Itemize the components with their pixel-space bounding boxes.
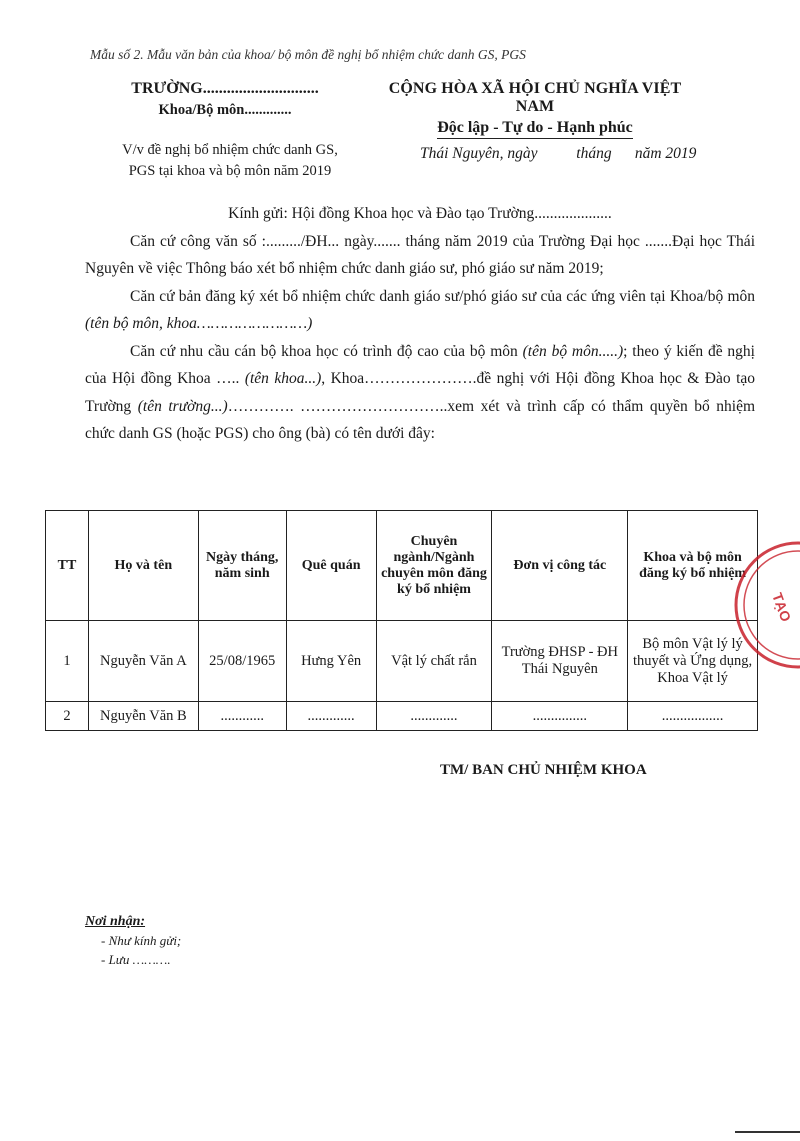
paragraph-2-italic: (tên bộ môn, khoa……………………) (85, 315, 313, 332)
p3-italic-b: (tên bộ môn.....) (522, 342, 624, 360)
nation-title: CỘNG HÒA XÃ HỘI CHỦ NGHĨA VIỆT NAM (388, 80, 682, 115)
recipient-item: - Như kính gửi; (101, 933, 182, 948)
subject-line-1: V/v đề nghị bổ nhiệm chức danh GS, (122, 142, 338, 158)
subject-line-2: PGS tại khoa và bộ môn năm 2019 (128, 163, 332, 179)
table-cell: 2 (46, 702, 89, 731)
header-cell: Ngày tháng, năm sinh (198, 511, 286, 621)
table-cell: Vật lý chất rắn (376, 621, 492, 702)
subject-line (80, 140, 380, 182)
table-header-row (46, 511, 758, 621)
table-cell: ................. (628, 702, 758, 731)
p3-italic-f: (tên trường...) (137, 397, 228, 415)
salutation: Kính gửi: Hội đồng Khoa học và Đào tạo Trường.................... (228, 205, 612, 222)
table-cell: Trường ĐHSP - ĐH Thái Nguyên (492, 621, 628, 702)
national-heading (370, 80, 700, 139)
table-cell: ............. (286, 702, 376, 731)
candidate-table (45, 510, 758, 731)
p3-text-a: Căn cứ nhu cầu cán bộ khoa học có trình độ cao của bộ môn (130, 342, 523, 360)
issuer-block (80, 80, 370, 119)
recipients-block (85, 912, 181, 969)
table-cell: ............ (198, 702, 286, 731)
table-cell: ............... (492, 702, 628, 731)
table-cell: Nguyễn Văn B (88, 702, 198, 731)
school-name: TRƯỜNG............................. (131, 80, 319, 97)
department-name: Khoa/Bộ môn............. (158, 102, 292, 118)
table-cell: Bộ môn Vật lý lý thuyết và Ứng dụng, Khoa Vật lý (628, 621, 758, 702)
stamp-text: TẠO (769, 590, 795, 624)
header-cell: TT (46, 511, 89, 621)
header-cell: Họ và tên (88, 511, 198, 621)
form-number: Mẫu số 2. Mẫu văn bản của khoa/ bộ môn đề nghị bổ nhiệm chức danh GS, PGS (90, 47, 526, 62)
header-cell: Quê quán (286, 511, 376, 621)
p3-italic-d: (tên khoa...) (244, 370, 322, 387)
p3-text-g: …………. ………………………..xem xét và trình cấp có thẩm quyền bổ nhiệm chức danh GS (hoặc PGS) cho ông (bà) có tên dưới đây: (85, 397, 756, 442)
letter-body (85, 200, 755, 448)
recipients-title: Nơi nhận: (85, 914, 146, 929)
table-row (46, 702, 758, 731)
table-cell: 1 (46, 621, 89, 702)
paragraph-3 (85, 338, 755, 448)
paragraph-2-text: Căn cứ bản đăng ký xét bổ nhiệm chức danh giáo sư/phó giáo sư của các ứng viên tại Khoa/bộ môn (130, 287, 755, 305)
table-cell: Hưng Yên (286, 621, 376, 702)
red-stamp-seal (728, 535, 800, 675)
paragraph-2 (85, 283, 755, 338)
nation-motto: Độc lập - Tự do - Hạnh phúc (437, 119, 633, 139)
table-cell: Nguyễn Văn A (88, 621, 198, 702)
table-cell: 25/08/1965 (198, 621, 286, 702)
header-cell: Đơn vị công tác (492, 511, 628, 621)
p3-text-c: ; theo ý kiến đề nghị của Hội đồng Khoa ….. (85, 342, 755, 387)
p3-text-e: , Khoa………………….đề nghị với Hội đồng Khoa học & Đào tạo Trường (85, 370, 756, 415)
recipient-item: - Lưu ………. (101, 952, 171, 967)
header-cell: Chuyên ngành/Ngành chuyên môn đăng ký bổ nhiệm (376, 511, 492, 621)
place-date: Thái Nguyên, ngày tháng năm 2019 (420, 145, 697, 162)
signature-title: TM/ BAN CHỦ NHIỆM KHOA (440, 762, 647, 778)
table-cell: ............. (376, 702, 492, 731)
paragraph-1: Căn cứ công văn số :........./ĐH... ngày....... tháng năm 2019 của Trường Đại học .......Đại học Thái Nguyên về việc Thông báo xét bổ nhiệm chức danh giáo sư, phó giáo sư năm 2019; (85, 232, 755, 277)
page-edge-mark (735, 1131, 800, 1133)
header-cell: Khoa và bộ môn đăng ký bổ nhiệm (628, 511, 758, 621)
table-row (46, 621, 758, 702)
